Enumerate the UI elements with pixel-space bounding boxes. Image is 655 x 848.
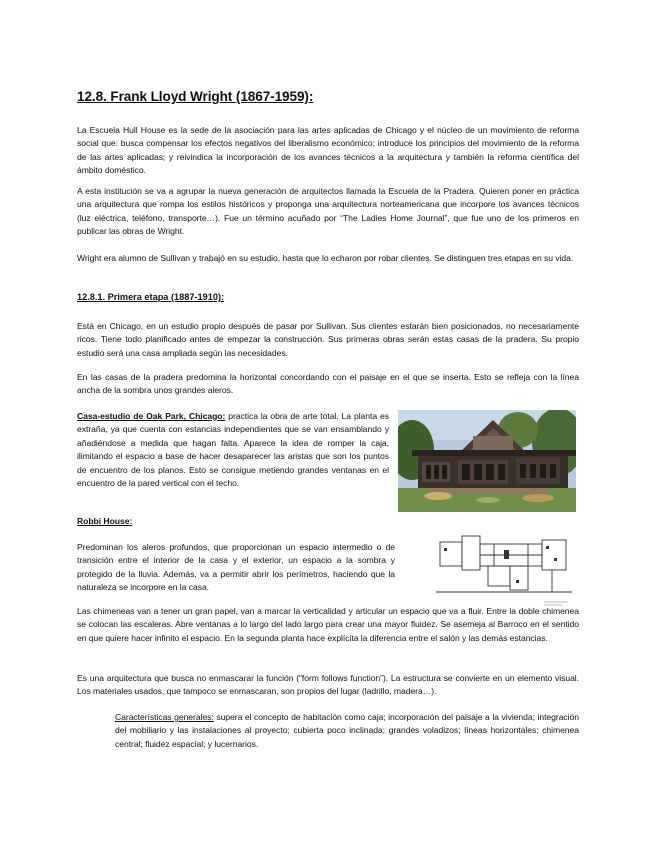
page-title: 12.8. Frank Lloyd Wright (1867-1959): [77, 89, 314, 104]
section-heading: 12.8.1. Primera etapa (1887-1910): [77, 292, 225, 302]
general-features-label: Características generales: [115, 712, 214, 722]
paragraph-chimneys: Las chimeneas van a tener un gran papel, van a marcar la verticalidad y articular un espacio que va a fluir. Entre la doble chimenea se colocan las escaleras. Abre ventanas a lo largo del lado largo para crear una mayor fluidez. Se asemeja al Barroco en el sentido en que quiere hacer infinito el espacio. En la segunda planta hace explícita la diferencia entre el salón y las demás estancias. [77, 606, 579, 643]
robbie-house-heading: Robbi House: [77, 516, 133, 526]
oak-park-photo [398, 410, 576, 512]
paragraph-robbie-house: Predominan los aleros profundos, que proporcionan un espacio intermedio o de transición entre el interior de la casa y el exterior, un espacio a la sombra y protegido de la lluvia. Además, va a permitir abrir los perímetros, haciendo que la naturaleza se incorpore en la casa. [77, 542, 395, 593]
paragraph-general-features [115, 711, 579, 751]
paragraph-chicago-studio: Está en Chicago, en un estudio propio después de pasar por Sullivan. Sus clientes estarán bien posicionados, no necesariamente ricos. Tiene todo planificado antes de empezar la construcción. Sus primeras obras serán estas casas de la pradera. Su propio estudio será una casa ampliada según las necesidades. [77, 321, 579, 358]
paragraph-wright-sullivan: Wright era alumno de Sullivan y trabajó en su estudio, hasta que lo echaron por robar clientes. Se distinguen tres etapas en su vida. [77, 253, 574, 263]
oak-park-label: Casa-estudio de Oak Park, Chicago: [77, 411, 226, 421]
oak-park-text: practica la obra de arte total. La planta es extraña, ya que cuenta con estancias independientes que se van ensamblando y añadiéndose a medida que hagan falta. Aparece la idea de romper la caja, ilimitando el espacio a base de hacer desaparecer las aristas que son los puntos de encuentro de los planos. Esto se consigue metiendo grandes ventanas en el encuentro de la pared vertical con el techo. [77, 411, 389, 489]
paragraph-form-follows-function: Es una arquitectura que busca no enmascarar la función (“form follows function”). La estructura se convierte en un elemento visual. Los materiales usados, que tampoco se enmascaran, son propios del lugar (ladrillo, madera…). [77, 673, 579, 697]
paragraph-oak-park [77, 410, 389, 490]
general-features-text: supera el concepto de habitación como caja; incorporación del paisaje a la vivienda; integración del mobiliario y las instalaciones al proyecto; cubierta poco inclinada; grandes voladizos; líneas horizontales; chimenea central; fluidez espacial; y lucernarios. [115, 712, 579, 749]
robbie-house-floor-plan [434, 522, 574, 610]
paragraph-hull-house: La Escuela Hull House es la sede de la asociación para las artes aplicadas de Chicago y el núcleo de un movimiento de reforma social que: busca compensar los efectos negativos del liberalismo económico; introduce los principios del movimiento de la reforma de las artes aplicadas; y reivindica la incorporación de los avances técnicos a la arquitectura y también la reforma científica del ámbito doméstico. [77, 125, 579, 176]
paragraph-prairie-houses: En las casas de la pradera predomina la horizontal concordando con el paisaje en el que se inserta. Esto se refleja con la línea ancha de la sombra unos grandes aleros. [77, 372, 579, 396]
paragraph-prairie-school: A esta institución se va a agrupar la nueva generación de arquitectos llamada la Escuela de la Pradera. Quieren poner en práctica una arquitectura que rompa los estilos históricos y proponga una arquitectura norteamericana que incorpore los avances técnicos (luz eléctrica, teléfono, transporte…). Fue un término acuñado por “The Ladies Home Journal”, que fue uno de los primeros en publicar las obras de Wright. [77, 186, 579, 237]
